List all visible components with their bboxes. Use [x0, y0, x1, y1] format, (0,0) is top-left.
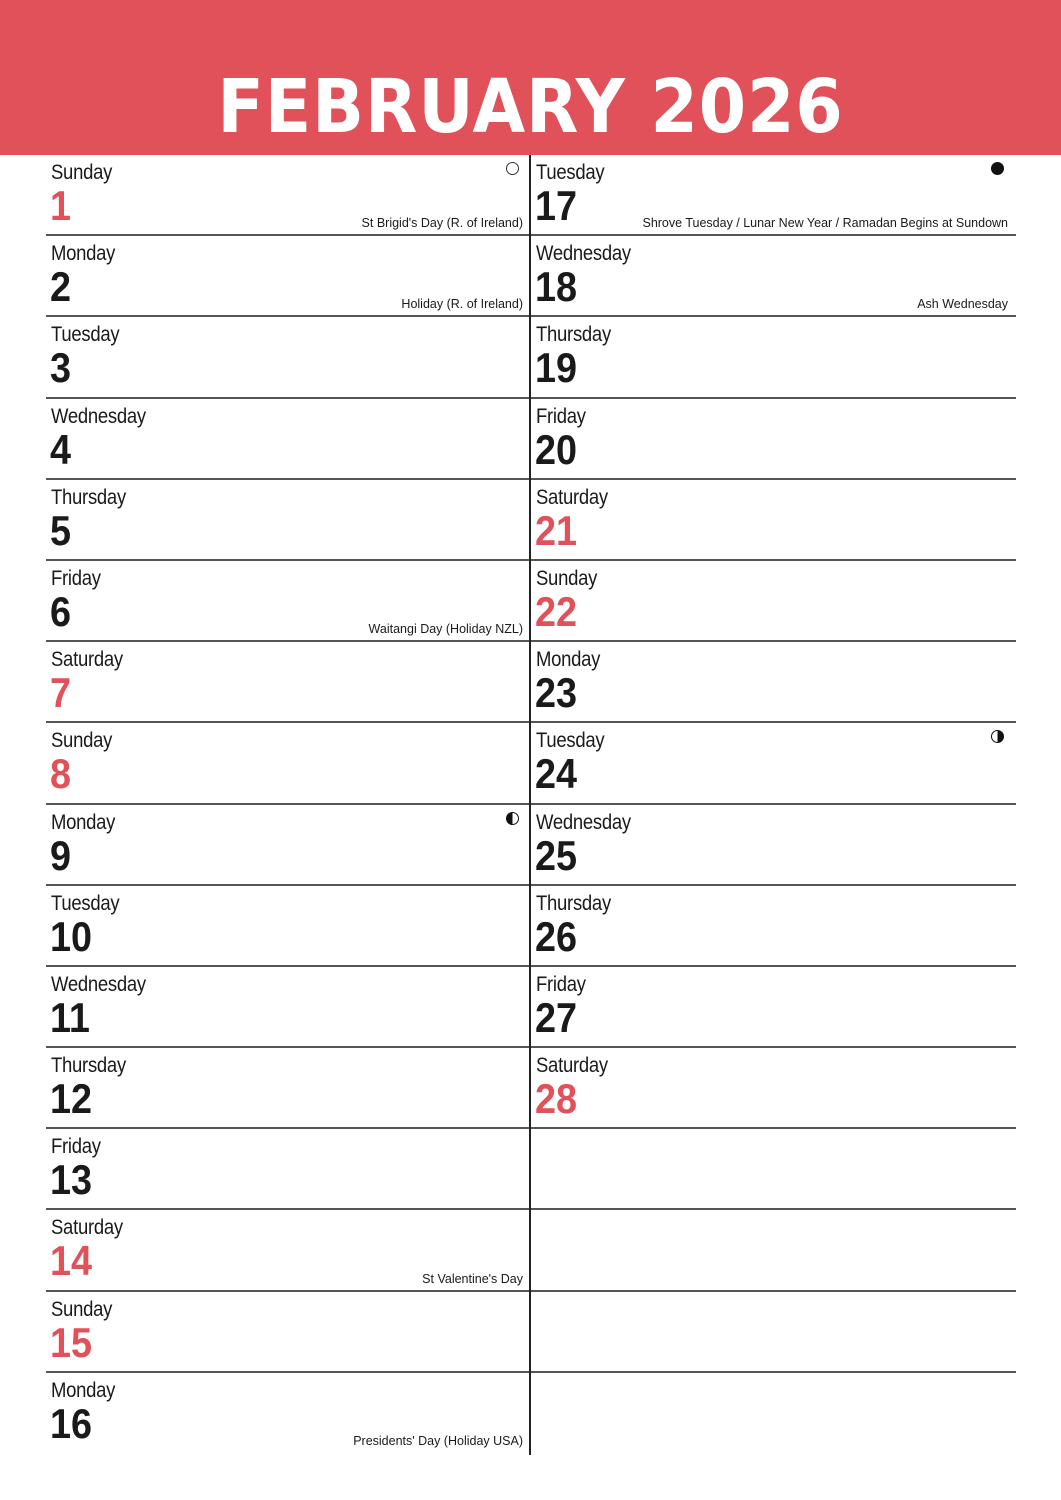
- holiday-label: Waitangi Day (Holiday NZL): [368, 622, 523, 637]
- day-row: [46, 1373, 531, 1452]
- day-name: Saturday: [51, 648, 123, 672]
- day-row: [46, 399, 531, 480]
- day-row: [46, 1292, 531, 1373]
- day-number: 27: [535, 993, 578, 1041]
- day-number: 10: [50, 912, 93, 960]
- new-moon-icon: [991, 162, 1004, 175]
- day-row: [46, 642, 531, 723]
- day-row: [46, 155, 531, 236]
- day-number: 16: [50, 1399, 93, 1447]
- day-row: [531, 561, 1016, 642]
- day-name: Monday: [51, 1378, 116, 1402]
- empty-day-row: [531, 1129, 1016, 1210]
- day-name: Monday: [536, 648, 601, 672]
- day-number: 24: [535, 750, 578, 798]
- empty-day-row: [531, 1292, 1016, 1373]
- day-row: [46, 1048, 531, 1129]
- day-row: [531, 642, 1016, 723]
- day-name: Friday: [536, 404, 586, 428]
- day-name: Wednesday: [536, 810, 631, 834]
- day-number: 8: [50, 750, 72, 798]
- day-name: Friday: [51, 1135, 101, 1159]
- day-row: [531, 317, 1016, 398]
- day-number: 7: [50, 669, 72, 717]
- day-row: [531, 399, 1016, 480]
- day-name: Saturday: [536, 485, 608, 509]
- day-row: [46, 805, 531, 886]
- day-name: Thursday: [51, 485, 126, 509]
- day-number: 26: [535, 912, 578, 960]
- day-row: [46, 236, 531, 317]
- day-name: Wednesday: [536, 242, 631, 266]
- holiday-label: Ash Wednesday: [917, 297, 1008, 312]
- day-row: [531, 236, 1016, 317]
- day-number: 9: [50, 831, 72, 879]
- day-row: [46, 723, 531, 804]
- day-row: [46, 317, 531, 398]
- day-number: 2: [50, 263, 72, 311]
- day-number: 4: [50, 425, 72, 473]
- day-row: [531, 967, 1016, 1048]
- day-row: [531, 155, 1016, 236]
- full-moon-icon: [506, 162, 519, 175]
- holiday-label: Presidents' Day (Holiday USA): [353, 1434, 523, 1448]
- day-row: [46, 480, 531, 561]
- day-number: 18: [535, 263, 578, 311]
- day-name: Sunday: [51, 161, 113, 184]
- day-name: Thursday: [536, 891, 611, 915]
- day-row: [531, 1048, 1016, 1129]
- day-number: 1: [50, 182, 72, 229]
- day-name: Wednesday: [51, 404, 146, 428]
- day-name: Thursday: [536, 323, 611, 347]
- day-name: Tuesday: [51, 323, 120, 347]
- left-column: [46, 155, 531, 1452]
- day-number: 14: [50, 1237, 93, 1285]
- day-name: Wednesday: [51, 972, 146, 996]
- day-name: Sunday: [51, 729, 113, 753]
- first-quarter-moon-icon: [991, 730, 1004, 743]
- day-number: 22: [535, 587, 578, 635]
- day-number: 23: [535, 669, 578, 717]
- day-row: [46, 1129, 531, 1210]
- day-row: [46, 886, 531, 967]
- day-number: 15: [50, 1318, 93, 1366]
- day-name: Tuesday: [536, 161, 605, 184]
- day-number: 13: [50, 1156, 93, 1204]
- empty-day-row: [531, 1210, 1016, 1291]
- holiday-label: Shrove Tuesday / Lunar New Year / Ramadan Begins at Sundown: [642, 216, 1008, 231]
- holiday-label: St Brigid's Day (R. of Ireland): [361, 216, 523, 231]
- day-number: 25: [535, 831, 578, 879]
- day-number: 11: [50, 993, 90, 1041]
- holiday-label: Holiday (R. of Ireland): [401, 297, 523, 312]
- calendar-grid: [46, 155, 1016, 1455]
- day-row: [531, 805, 1016, 886]
- day-number: 20: [535, 425, 578, 473]
- day-row: [46, 1210, 531, 1291]
- day-row: [46, 561, 531, 642]
- day-number: 5: [50, 506, 72, 554]
- day-name: Monday: [51, 810, 116, 834]
- day-name: Saturday: [536, 1054, 608, 1078]
- month-title: FEBRUARY 2026: [217, 64, 844, 150]
- day-row: [531, 723, 1016, 804]
- empty-day-row: [531, 1373, 1016, 1452]
- day-number: 21: [535, 506, 578, 554]
- day-name: Friday: [51, 566, 101, 590]
- day-name: Sunday: [536, 566, 598, 590]
- month-header: [0, 0, 1061, 155]
- day-row: [46, 967, 531, 1048]
- day-name: Friday: [536, 972, 586, 996]
- last-quarter-moon-icon: [506, 812, 519, 825]
- day-number: 19: [535, 344, 578, 392]
- day-name: Monday: [51, 242, 116, 266]
- day-name: Tuesday: [51, 891, 120, 915]
- day-name: Thursday: [51, 1054, 126, 1078]
- day-number: 3: [50, 344, 72, 392]
- day-number: 12: [50, 1075, 93, 1123]
- day-number: 28: [535, 1075, 578, 1123]
- day-name: Sunday: [51, 1297, 113, 1321]
- right-column: [531, 155, 1016, 1452]
- day-name: Saturday: [51, 1216, 123, 1240]
- day-row: [531, 480, 1016, 561]
- day-number: 6: [50, 587, 72, 635]
- day-number: 17: [535, 182, 578, 229]
- holiday-label: St Valentine's Day: [422, 1271, 523, 1286]
- day-row: [531, 886, 1016, 967]
- day-name: Tuesday: [536, 729, 605, 753]
